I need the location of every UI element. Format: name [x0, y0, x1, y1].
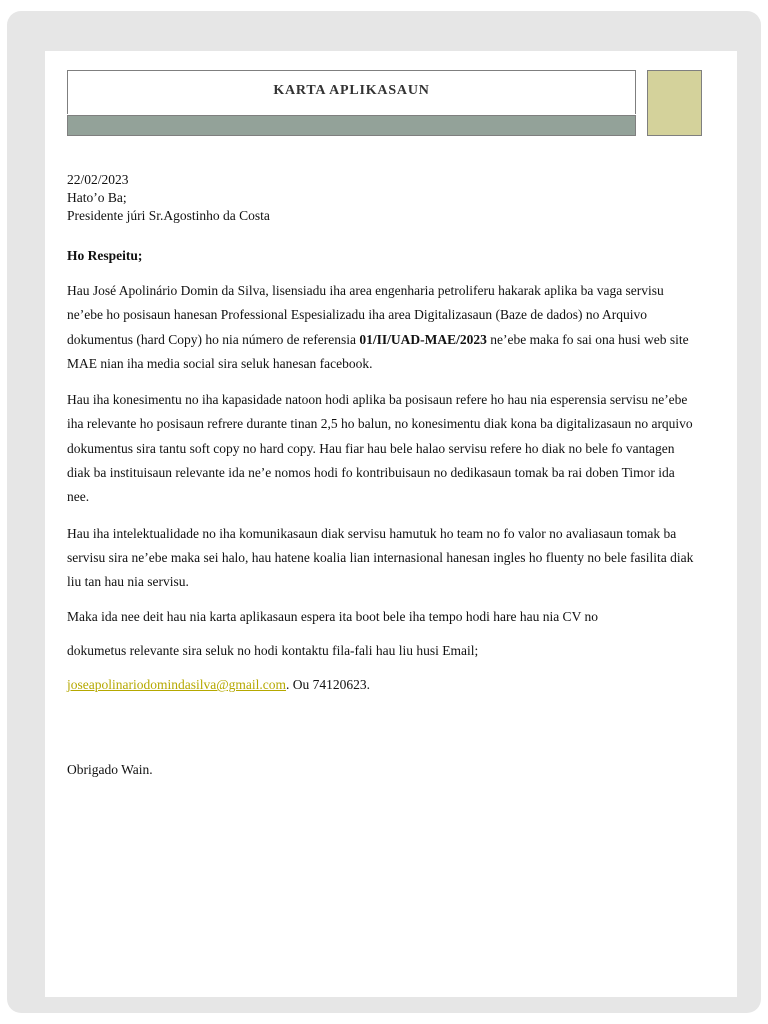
paragraph-request: Maka ida nee deit hau nia karta aplikasaun espera ita boot bele iha tempo hodi hare hau nia CV no	[67, 608, 598, 624]
viewer-background	[7, 11, 761, 1013]
contact-line	[67, 673, 697, 697]
paragraph-contact: dokumetus relevante sira seluk no hodi kontaktu fila-fali hau liu husi Email;	[67, 642, 479, 658]
document-title: KARTA APLIKASAUN	[273, 83, 430, 98]
email-link[interactable]: joseapolinariodomindasilva@gmail.com	[67, 677, 287, 693]
title-accent-band	[67, 115, 636, 136]
salutation: Ho Respeitu;	[67, 248, 143, 263]
letter-body	[67, 171, 697, 779]
reference-number: 01/II/UAD-MAE/2023	[359, 331, 487, 347]
phone-text: . Ou 74120623.	[286, 677, 371, 693]
paragraph-intro-text: Hau José Apolinário Domin da Silva, lisensiadu iha area engenharia petroliferu hakarak aplika ba vaga servisu ne’ebe ho posisaun hanesan Professional Espesializadu iha area Digitalizasaun (Baze de dados) no Arquivo dokumentus (hard Copy) ho nia número de referensia	[67, 283, 664, 347]
letter-date: 22/02/2023	[67, 172, 129, 187]
paragraph-experience: Hau iha konesimentu no iha kapasidade natoon hodi aplika ba posisaun refere ho hau nia esperensia servisu ne’ebe iha relevante ho posisaun refrere durante tinan 2,5 ho balun, no konesimentu diak kona ba digitalizasaun no arquivo dokumentus sira tantu soft copy no hard copy. Hau fiar hau bele halao servisu refere ho diak no bele fo vantagen diak ba instituisaun relevante ida ne’e nomos hodi fo kontribuisaun no dedikasaun tomak ba rai doben Timor ida nee.	[67, 392, 693, 505]
recipient-line-1: Hato’o Ba;	[67, 190, 127, 205]
decorative-square	[647, 70, 702, 136]
recipient-line-2: Presidente júri Sr.Agostinho da Costa	[67, 208, 270, 223]
paragraph-intro-end: ne’ebe maka fo sai ona husi web site MAE nian iha media social sira seluk hanesan facebook.	[67, 331, 689, 371]
document-page	[45, 51, 737, 997]
title-box	[67, 70, 636, 114]
closing: Obrigado Wain.	[67, 762, 153, 778]
paragraph-intro	[67, 279, 697, 376]
paragraph-skills: Hau iha intelektualidade no iha komunikasaun diak servisu hamutuk ho team no fo valor no avaliasaun tomak ba servisu sira ne’ebe maka sei halo, hau hatene koalia lian internasional hanesan ingles ho fluenty no bele fasilita diak liu tan hau nia servisu.	[67, 525, 694, 590]
